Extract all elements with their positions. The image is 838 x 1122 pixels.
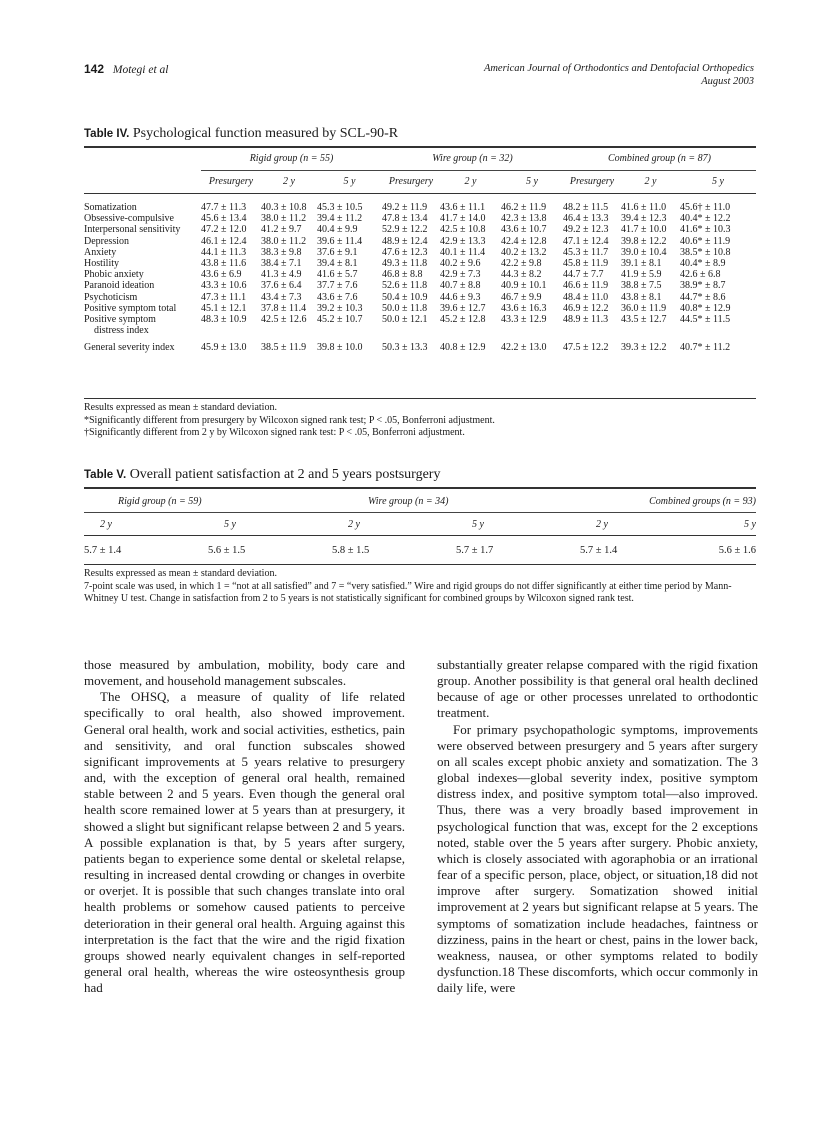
table4-cell: 42.5 ± 10.8 — [440, 224, 486, 236]
running-header-left — [84, 62, 168, 76]
table4-row-label — [84, 314, 201, 336]
table4-cell: 42.2 ± 9.8 — [501, 258, 542, 270]
table4-row-name: General severity index — [84, 342, 175, 354]
table4-cell: 39.4 ± 11.2 — [317, 213, 363, 225]
table4-row — [84, 194, 756, 214]
table5-subheader-cell: 2 y — [596, 518, 608, 530]
table4-cell: 37.7 ± 7.6 — [317, 280, 358, 292]
table4-row-name: Paranoid ideation — [84, 280, 155, 292]
table5 — [84, 490, 756, 565]
table4-cell: 40.3 ± 10.8 — [261, 202, 307, 213]
table5-value: 5.7 ± 1.4 — [84, 544, 122, 556]
table4-cell: 50.0 ± 12.1 — [382, 314, 428, 326]
table4-subheader-cell: Presurgery — [388, 176, 434, 188]
table5-subheader-cell: 2 y — [100, 518, 112, 530]
table4-cell: 37.6 ± 6.4 — [261, 280, 302, 292]
table4-cell: 48.9 ± 11.3 — [563, 314, 609, 326]
table4-cell: 45.8 ± 11.9 — [563, 258, 609, 270]
table4-cell: 50.0 ± 11.8 — [382, 302, 428, 314]
table5-subheader-cell: 5 y — [472, 518, 484, 530]
table5-subheader — [84, 513, 756, 536]
table4-row-name: Positive symptom total — [84, 302, 177, 314]
table4-cell: 41.3 ± 4.9 — [261, 269, 302, 281]
table4-cell: 44.5* ± 11.5 — [680, 314, 731, 326]
table4-group-rigid: Rigid group (n = 55) — [201, 148, 382, 171]
table4-cell: 40.6* ± 11.9 — [680, 235, 731, 247]
table4-cell: 52.9 ± 12.2 — [382, 224, 428, 236]
table4-cell: 37.8 ± 11.4 — [261, 302, 307, 314]
table4-group-combined: Combined group (n = 87) — [563, 148, 756, 171]
table4-row-name-continued: distress index — [94, 325, 149, 337]
table4-cell: 43.6 ± 11.1 — [440, 202, 486, 213]
table4-note: *Significantly different from presurgery by Wilcoxon signed rank test; P < .05, Bonferroni adjustment. — [84, 414, 495, 426]
table4-cell: 38.5 ± 11.9 — [261, 342, 307, 354]
table4-cell: 43.5 ± 12.7 — [621, 314, 667, 326]
table4-row — [84, 224, 756, 235]
table4-cell: 44.6 ± 9.3 — [440, 291, 481, 303]
table4-cell: 38.8 ± 7.5 — [621, 280, 662, 292]
table4-cell: 39.3 ± 12.2 — [621, 342, 667, 354]
table4-cell: 40.8 ± 12.9 — [440, 342, 486, 354]
table5-value: 5.6 ± 1.5 — [208, 544, 246, 556]
table4-cell: 39.0 ± 10.4 — [621, 246, 667, 258]
table4-cell: 42.9 ± 13.3 — [440, 235, 486, 247]
table4-row-label — [84, 194, 201, 214]
table4-cell: 41.6* ± 10.3 — [680, 224, 731, 236]
table4-row-name: Phobic anxiety — [84, 269, 144, 281]
table4-cell: 39.6 ± 12.7 — [440, 302, 486, 314]
table4-row — [84, 292, 756, 303]
table4-row — [84, 258, 756, 269]
table4-cell: 39.6 ± 11.4 — [317, 235, 363, 247]
table4-cell: 44.1 ± 11.3 — [201, 246, 247, 258]
table4-note: †Significantly different from 2 y by Wilcoxon signed rank test: P < .05, Bonferroni adjustment. — [84, 427, 465, 438]
table5-value: 5.8 ± 1.5 — [332, 544, 370, 556]
table5-value: 5.6 ± 1.6 — [718, 544, 756, 556]
table4-cell: 49.3 ± 11.8 — [382, 258, 428, 270]
table4-cell: 38.0 ± 11.2 — [261, 213, 307, 225]
table5-group-rigid: Rigid group (n = 59) — [84, 490, 332, 513]
table4-cell: 41.9 ± 5.9 — [621, 269, 662, 281]
table4-row-label — [84, 269, 201, 280]
table4-cell: 40.4 ± 9.9 — [317, 224, 358, 236]
table4-cell: 40.2 ± 9.6 — [440, 258, 481, 270]
table4-row-name: Interpersonal sensitivity — [84, 224, 181, 236]
table5-caption — [84, 467, 440, 483]
table4-cell: 38.9* ± 8.7 — [680, 280, 726, 292]
table4-cell: 36.0 ± 11.9 — [621, 302, 667, 314]
table4-subheader-cell: 5 y — [526, 176, 538, 188]
table4-cell: 42.2 ± 13.0 — [501, 342, 547, 354]
table4-cell: 47.3 ± 11.1 — [201, 291, 247, 303]
table4-cell: 40.7 ± 8.8 — [440, 280, 481, 292]
table5-value: 5.7 ± 1.4 — [580, 544, 618, 556]
table4-row-label — [84, 213, 201, 224]
table4-cell: 46.6 ± 11.9 — [563, 280, 609, 292]
table5-note: 7-point scale was used, in which 1 = “not at all satisfied” and 7 = “very satisfied.” Wire and rigid groups do not differ significantly at either time period by Mann-Whitney U test. Change in satisfaction from 2 to 5 years is not statistically significant for combined groups by Wilcoxon signed rank test. — [84, 580, 732, 604]
table4-cell: 41.6 ± 5.7 — [317, 269, 358, 281]
table4-cell: 43.4 ± 7.3 — [261, 291, 302, 303]
table4-cell: 39.8 ± 10.0 — [317, 342, 363, 354]
table4-cell: 38.4 ± 7.1 — [261, 258, 302, 270]
body-paragraph: those measured by ambulation, mobility, body care and movement, and household management subscales. — [84, 657, 405, 689]
journal-name: American Journal of Orthodontics and Dentofacial Orthopedics — [483, 63, 754, 74]
table4-cell: 49.2 ± 11.9 — [382, 202, 428, 213]
table4-cell: 45.3 ± 10.5 — [317, 202, 363, 213]
table4-cell: 43.3 ± 12.9 — [501, 314, 547, 326]
table4-cell: 48.2 ± 11.5 — [563, 202, 609, 213]
table4-label: Table IV. — [84, 128, 130, 140]
table4-cell: 45.6† ± 11.0 — [680, 202, 731, 213]
page-number: 142 — [84, 62, 105, 76]
table4-row-label — [84, 247, 201, 258]
body-paragraph: The OHSQ, a measure of quality of life related specifically to oral health, also showed improvement. General oral health, work and social activities, esthetics, pain and sensitivity, and oral function subscales showed significant improvements at 5 years relative to presurgery and, with the exception of general oral health, remained stable between 2 and 5 years. Even though the general oral health score remained lower at 5 years than at presurgery, it showed a slight but significant relapse between 2 and 5 years. A possible explanation is that, by 5 years after surgery, patients began to experience some dental or skeletal relapse, resulting in increased dental crowding or changes in overbite or overjet. It is possible that such changes translate into oral health problems or somehow caused patients to perceive deterioration in their general oral health. Arguing against this interpretation is the fact that the wire and the rigid fixation groups showed nearly equivalent changes in self-reported general oral health, whereas the wire osteosynthesis group had — [84, 689, 405, 996]
table4-row-label — [84, 224, 201, 235]
body-right-column — [437, 657, 758, 996]
table4-cell: 42.5 ± 12.6 — [261, 314, 307, 326]
table4-cell: 46.2 ± 11.9 — [501, 202, 547, 213]
table4-cell: 43.6 ± 16.3 — [501, 302, 547, 314]
table4-cell: 48.9 ± 12.4 — [382, 235, 428, 247]
issue-date: August 2003 — [701, 76, 754, 87]
table4-row-label — [84, 303, 201, 314]
table4-cell: 43.6 ± 10.7 — [501, 224, 547, 236]
table4-cell: 46.9 ± 12.2 — [563, 302, 609, 314]
table4-subheader-cell: 2 y — [283, 176, 295, 188]
table4-cell: 40.4* ± 12.2 — [680, 213, 731, 225]
table4-row — [84, 280, 756, 291]
table4-cell: 50.4 ± 10.9 — [382, 291, 428, 303]
table4-caption — [84, 126, 398, 142]
body-left-column — [84, 657, 405, 996]
table4-cell: 52.6 ± 11.8 — [382, 280, 428, 292]
table4-cell: 38.5* ± 10.8 — [680, 246, 731, 258]
table4-row-name: Positive symptom — [84, 314, 156, 326]
table5-subheader-cell: 5 y — [224, 518, 236, 530]
table4-cell: 45.2 ± 10.7 — [317, 314, 363, 326]
table4-cell: 37.6 ± 9.1 — [317, 246, 358, 258]
body-paragraph: For primary psychopathologic symptoms, improvements were observed between presurgery and 5 years after surgery on all scales except phobic anxiety and somatization. The 3 global indexes—global severity index, positive symptom distress index, and positive symptom total—also improved. Thus, there was a very broadly based improvement in psychological function that was, except for the 2 exceptions noted, stable over the 5 years after surgery. Phobic anxiety, which is closely associated with agoraphobia or an irrational fear of a specific person, place, object, or situation,18 did not improve after surgery. Somatization showed initial improvement at 2 years but significant relapse at 5 years. The symptoms of somatization include headaches, faintness or dizziness, pains in the heart or chest, pains in the lower back, weakness, nausea, or other symptoms related to bodily dysfunction.18 These discomforts, which occur commonly in daily life, were — [437, 721, 758, 996]
table4-group-header — [84, 148, 756, 171]
table4-title: Psychological function measured by SCL-90-R — [132, 126, 399, 141]
running-header-right — [484, 62, 754, 88]
table4-cell: 46.7 ± 9.9 — [501, 291, 542, 303]
table4-row — [84, 236, 756, 247]
table4 — [84, 148, 756, 354]
table4-cell: 45.2 ± 12.8 — [440, 314, 486, 326]
table4-subheader-cell: 5 y — [712, 176, 724, 188]
table4-cell: 38.0 ± 11.2 — [261, 235, 307, 247]
table4-subheader — [84, 171, 756, 194]
table4-cell: 40.1 ± 11.4 — [440, 246, 486, 258]
running-authors: Motegi et al — [112, 64, 169, 76]
table5-group-header — [84, 490, 756, 513]
table4-cell: 47.2 ± 12.0 — [201, 224, 247, 236]
table4-cell: 43.8 ± 8.1 — [621, 291, 662, 303]
table4-group-wire: Wire group (n = 32) — [382, 148, 563, 171]
table4-cell: 44.3 ± 8.2 — [501, 269, 542, 281]
table4-cell: 44.7 ± 7.7 — [563, 269, 604, 281]
table4-bottom-rule — [84, 398, 756, 399]
table4-cell: 45.6 ± 13.4 — [201, 213, 247, 225]
table4-cell: 45.1 ± 12.1 — [201, 302, 247, 314]
table4-cell: 46.8 ± 8.8 — [382, 269, 423, 281]
table5-value: 5.7 ± 1.7 — [456, 544, 494, 556]
table4-cell: 42.3 ± 13.8 — [501, 213, 547, 225]
table4-row-name: Psychoticism — [84, 291, 138, 303]
table5-group-wire: Wire group (n = 34) — [332, 490, 580, 513]
table5-label: Table V. — [84, 469, 127, 481]
table4-cell: 40.7* ± 11.2 — [680, 342, 731, 354]
table4-subheader-cell: Presurgery — [208, 176, 254, 188]
table4-row-label — [84, 280, 201, 291]
table4-notes — [84, 402, 756, 440]
table4-cell: 46.1 ± 12.4 — [201, 235, 247, 247]
table5-notes — [84, 568, 756, 606]
table4-row-name: Hostility — [84, 258, 120, 270]
table4-cell: 45.3 ± 11.7 — [563, 246, 609, 258]
table4-row — [84, 314, 756, 336]
table5-note: Results expressed as mean ± standard deviation. — [84, 568, 277, 579]
table4-cell: 39.8 ± 12.2 — [621, 235, 667, 247]
table5-subheader-cell: 2 y — [348, 518, 360, 530]
table4-row — [84, 336, 756, 353]
table4-row — [84, 247, 756, 258]
table4-cell: 41.7 ± 14.0 — [440, 213, 486, 225]
table4-cell: 41.7 ± 10.0 — [621, 224, 667, 236]
table4-cell: 43.3 ± 10.6 — [201, 280, 247, 292]
table4-row-label — [84, 258, 201, 269]
table4-subheader-cell: Presurgery — [569, 176, 615, 188]
table4-cell: 42.4 ± 12.8 — [501, 235, 547, 247]
table5-title: Overall patient satisfaction at 2 and 5 years postsurgery — [129, 467, 441, 482]
table4-cell: 47.1 ± 12.4 — [563, 235, 609, 247]
table4-cell: 47.5 ± 12.2 — [563, 342, 609, 354]
table4-cell: 47.7 ± 11.3 — [201, 202, 247, 213]
table4-row-name: Somatization — [84, 202, 137, 213]
table4-cell: 41.2 ± 9.7 — [261, 224, 302, 236]
table4-note: Results expressed as mean ± standard deviation. — [84, 402, 277, 413]
table4-row — [84, 213, 756, 224]
table4-cell: 48.4 ± 11.0 — [563, 291, 609, 303]
table4-subheader-cell: 2 y — [464, 176, 477, 188]
table5-subheader-cell: 5 y — [744, 518, 756, 530]
table4-cell: 38.3 ± 9.8 — [261, 246, 302, 258]
table5-values-row — [84, 536, 756, 565]
table4-cell: 50.3 ± 13.3 — [382, 342, 428, 354]
table4-cell: 39.1 ± 8.1 — [621, 258, 662, 270]
table4-cell: 41.6 ± 11.0 — [621, 202, 667, 213]
body-paragraph: substantially greater relapse compared with the rigid fixation group. Another possibility is that general oral health declined because of age or other processes unrelated to orthodontic treatment. — [437, 657, 758, 721]
table4-row — [84, 269, 756, 280]
table4-cell: 42.9 ± 7.3 — [440, 269, 481, 281]
table4-cell: 40.2 ± 13.2 — [501, 246, 547, 258]
table4-cell: 42.6 ± 6.8 — [680, 269, 721, 281]
table4-body — [84, 194, 756, 354]
table4-cell: 47.8 ± 13.4 — [382, 213, 428, 225]
table4-row-name: Anxiety — [84, 246, 117, 258]
table4-cell: 39.4 ± 8.1 — [317, 258, 358, 270]
table4-cell: 45.9 ± 13.0 — [201, 342, 247, 354]
table4-row-label — [84, 336, 201, 353]
table4-row-name: Depression — [84, 235, 129, 247]
table4-cell: 43.8 ± 11.6 — [201, 258, 247, 270]
table4-cell: 48.3 ± 10.9 — [201, 314, 247, 326]
table4-subheader-cell: 2 y — [644, 176, 657, 188]
table4-cell: 40.8* ± 12.9 — [680, 302, 731, 314]
table5-top-rule — [84, 487, 756, 489]
table4-row-label — [84, 292, 201, 303]
table4-cell: 44.7* ± 8.6 — [680, 291, 726, 303]
table4-cell: 49.2 ± 12.3 — [563, 224, 609, 236]
table4-row-label — [84, 236, 201, 247]
table4-cell: 47.6 ± 12.3 — [382, 246, 428, 258]
table5-group-combined: Combined groups (n = 93) — [580, 490, 756, 513]
table4-cell: 43.6 ± 6.9 — [201, 269, 242, 281]
table4-cell: 39.4 ± 12.3 — [621, 213, 667, 225]
table4-row-name: Obsessive-compulsive — [84, 213, 174, 225]
table4-subheader-cell: 5 y — [343, 176, 356, 188]
table4-cell: 40.9 ± 10.1 — [501, 280, 547, 292]
table4-cell: 39.2 ± 10.3 — [317, 302, 363, 314]
table4-cell: 43.6 ± 7.6 — [317, 291, 358, 303]
table4-cell: 46.4 ± 13.3 — [563, 213, 609, 225]
table4-row — [84, 303, 756, 314]
table4-cell: 40.4* ± 8.9 — [680, 258, 726, 270]
